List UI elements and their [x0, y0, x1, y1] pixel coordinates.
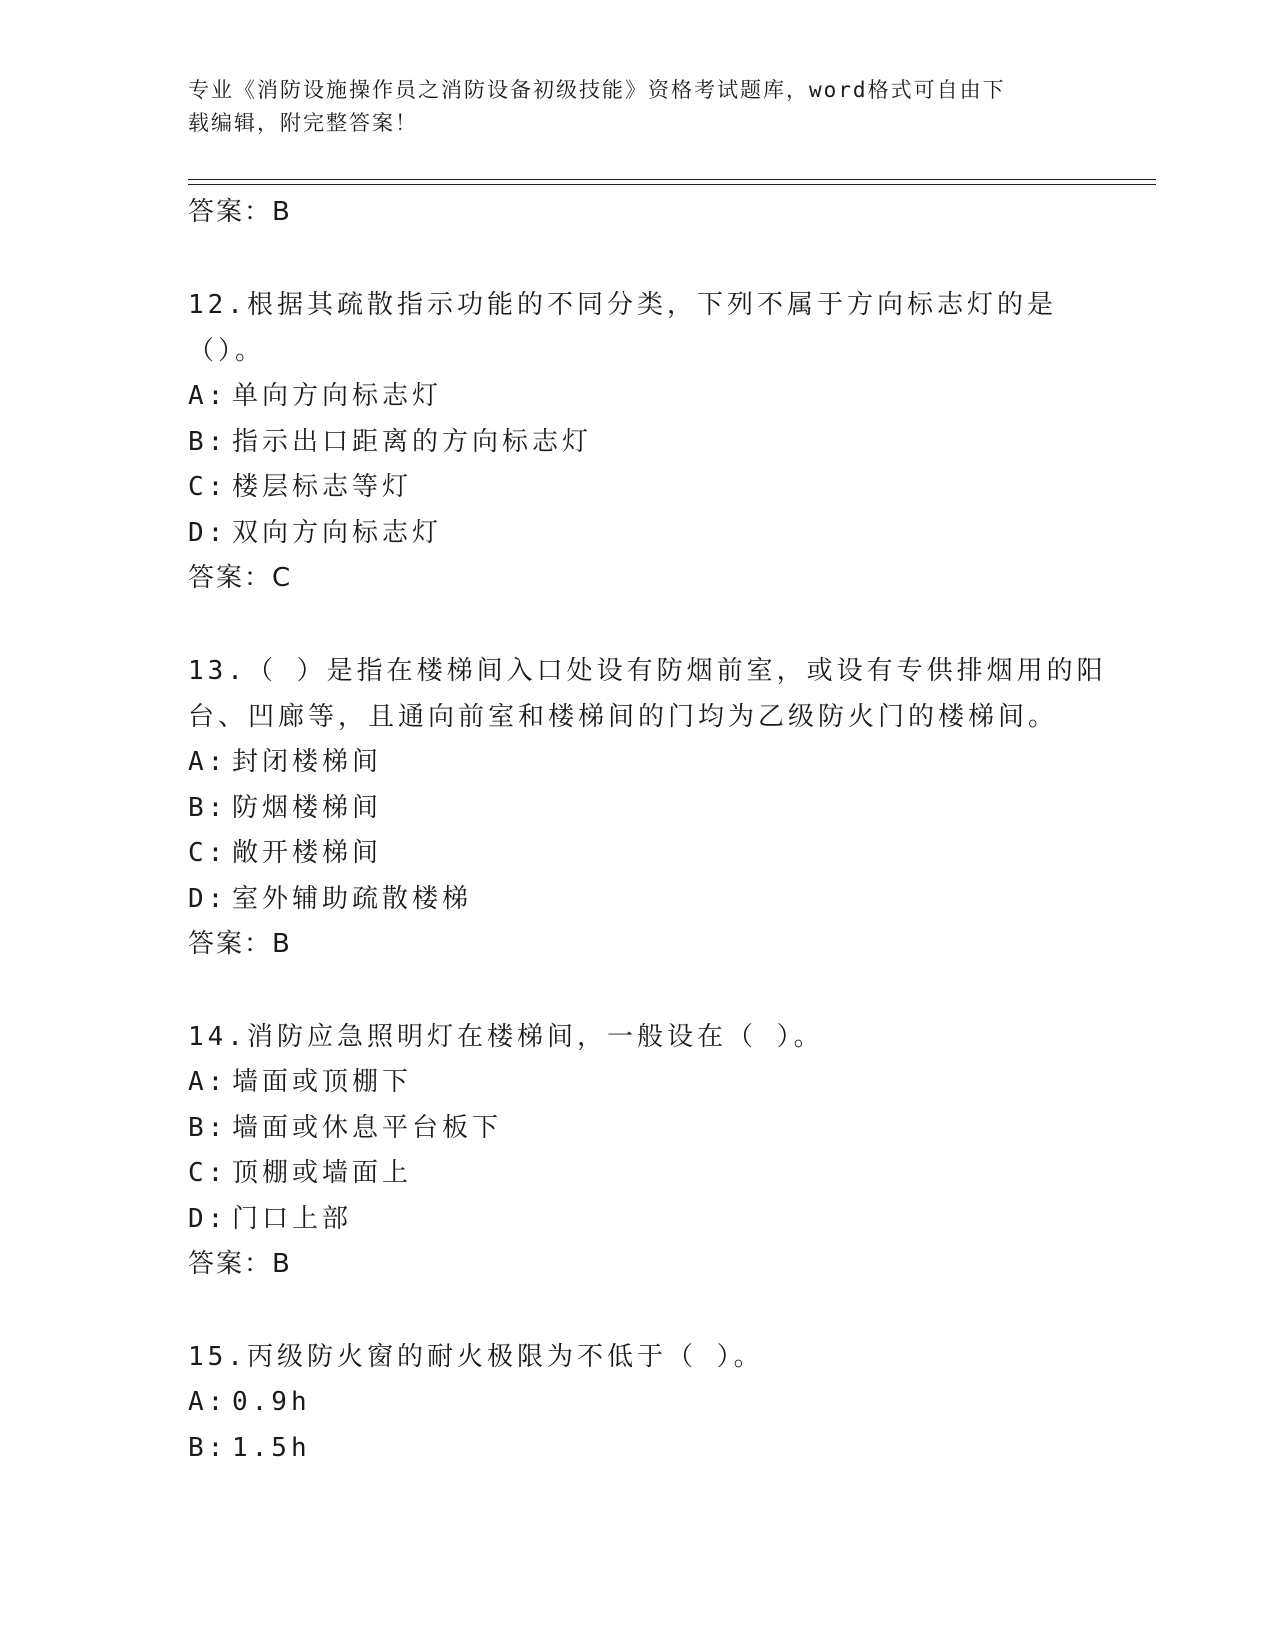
option-key: A:: [188, 381, 228, 411]
option-key: A:: [188, 747, 228, 777]
option-text: 防烟楼梯间: [232, 792, 383, 823]
option-c: [188, 465, 1108, 511]
header-line-2: 载编辑，附完整答案！: [188, 111, 418, 135]
option-a: [188, 740, 1108, 786]
option-key: D:: [188, 517, 228, 548]
question-text: 12.根据其疏散指示功能的不同分类，下列不属于方向标志灯的是（）。: [188, 290, 1057, 366]
option-key: C:: [188, 472, 228, 502]
option-d: [188, 877, 1108, 923]
question-block: [188, 1014, 1108, 1286]
option-d: [188, 511, 1108, 557]
option-key: A:: [188, 1067, 228, 1097]
option-text: 楼层标志等灯: [232, 472, 413, 502]
option-key: A:: [188, 1387, 228, 1417]
option-key: B:: [188, 1112, 228, 1143]
option-text: 双向方向标志灯: [232, 517, 443, 548]
question-text: 15.丙级防火窗的耐火极限为不低于（ ）。: [188, 1342, 764, 1372]
option-text: 墙面或休息平台板下: [232, 1112, 503, 1143]
answer-line: 答案：C: [188, 563, 293, 593]
option-c: [188, 1151, 1108, 1197]
option-b: [188, 1106, 1108, 1152]
question-block: [188, 648, 1108, 966]
option-text: 门口上部: [232, 1203, 353, 1234]
option-text: 单向方向标志灯: [232, 381, 443, 411]
option-b: [188, 786, 1108, 832]
option-text: 封闭楼梯间: [232, 747, 383, 777]
question-text: 14.消防应急照明灯在楼梯间，一般设在（ ）。: [188, 1022, 824, 1052]
option-a: [188, 374, 1108, 420]
option-b: [188, 420, 1108, 466]
option-key: B:: [188, 792, 228, 823]
answer-line: 答案：B: [188, 929, 292, 959]
option-key: D:: [188, 1203, 228, 1234]
option-a: [188, 1060, 1108, 1106]
header-line-1: 专业《消防设施操作员之消防设备初级技能》资格考试题库，word格式可自由下: [188, 78, 1006, 102]
option-text: 指示出口距离的方向标志灯: [232, 426, 593, 457]
question-list: [188, 190, 1108, 1471]
option-text: 0.9h: [232, 1387, 311, 1417]
option-text: 室外辅助疏散楼梯: [232, 883, 473, 914]
question-block: [188, 1334, 1108, 1471]
option-a: [188, 1380, 1108, 1426]
option-b: [188, 1426, 1108, 1472]
question-block: [188, 282, 1108, 600]
header-divider-thin: [188, 184, 1156, 185]
answer-line: 答案：B: [188, 197, 292, 227]
option-d: [188, 1197, 1108, 1243]
document-header: [188, 74, 1068, 140]
option-key: B:: [188, 1432, 228, 1463]
option-text: 1.5h: [232, 1432, 311, 1463]
answer-line: 答案：B: [188, 1249, 292, 1279]
option-text: 顶棚或墙面上: [232, 1158, 413, 1188]
question-text: 13.（ ）是指在楼梯间入口处设有防烟前室，或设有专供排烟用的阳台、凹廊等，且通向前室和楼梯间的门均为乙级防火门的楼梯间。: [188, 656, 1107, 732]
option-key: C:: [188, 1158, 228, 1188]
option-text: 敞开楼梯间: [232, 838, 383, 868]
option-c: [188, 831, 1108, 877]
option-key: D:: [188, 883, 228, 914]
header-divider-thick: [188, 179, 1156, 180]
option-key: C:: [188, 838, 228, 868]
option-key: B:: [188, 426, 228, 457]
option-text: 墙面或顶棚下: [232, 1067, 413, 1097]
